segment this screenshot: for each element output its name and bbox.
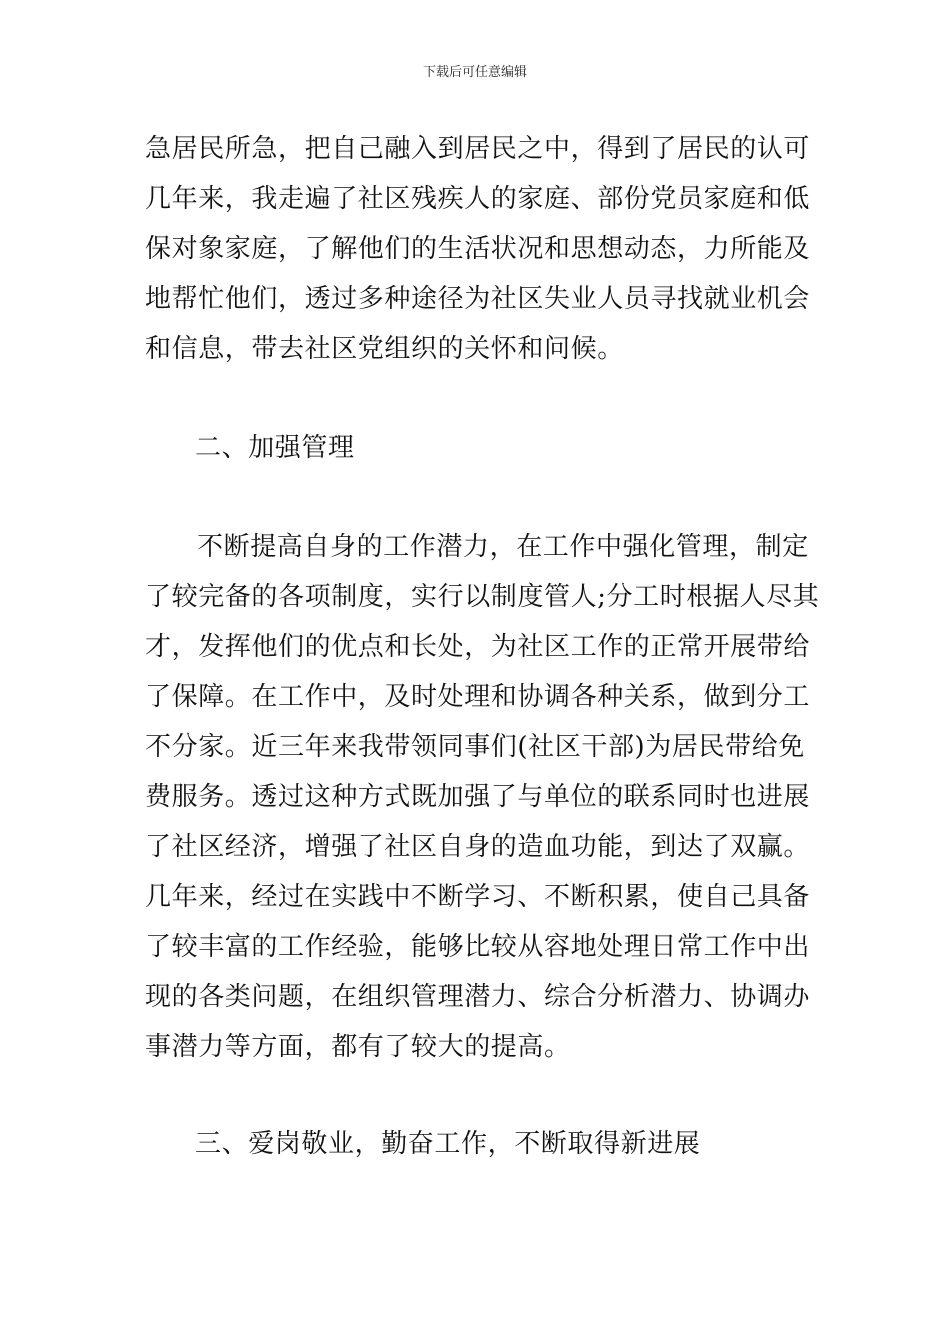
paragraph-line: 了较完备的各项制度，实行以制度管人;分工时根据人尽其 [145,582,820,612]
paragraph-line: 保对象家庭，了解他们的生活状况和思想动态，力所能及 [145,234,811,264]
paragraph-line: 不断提高自身的工作潜力，在工作中强化管理，制定 [197,532,809,562]
paragraph-line: 现的各类问题，在组织管理潜力、综合分析潜力、协调办 [145,982,811,1012]
page-header-note: 下载后可任意编辑 [422,65,527,80]
paragraph-line: 几年来，我走遍了社区残疾人的家庭、部份党员家庭和低 [145,184,811,214]
section-heading-3: 三、爱岗敬业，勤奋工作，不断取得新进展 [195,1129,701,1159]
paragraph-line: 了社区经济，增强了社区自身的造血功能，到达了双赢。 [145,832,811,862]
paragraph-line: 几年来，经过在实践中不断学习、不断积累，使自己具备 [145,882,811,912]
paragraph-line: 地帮忙他们，透过多种途径为社区失业人员寻找就业机会 [145,284,811,314]
paragraph-line: 才，发挥他们的优点和长处，为社区工作的正常开展带给 [145,632,811,662]
paragraph-line: 了保障。在工作中，及时处理和协调各种关系，做到分工 [145,682,811,712]
paragraph-line: 和信息，带去社区党组织的关怀和问候。 [145,334,624,364]
paragraph-line: 急居民所急，把自己融入到居民之中，得到了居民的认可 [145,134,811,164]
paragraph-line: 不分家。近三年来我带领同事们(社区干部)为居民带给免 [145,732,805,762]
paragraph-2 [145,522,820,1072]
paragraph-line: 了较丰富的工作经验，能够比较从容地处理日常工作中出 [145,932,811,962]
paragraph-line: 事潜力等方面，都有了较大的提高。 [145,1032,571,1062]
section-heading-2: 二、加强管理 [195,433,355,463]
paragraph-line: 费服务。透过这种方式既加强了与单位的联系同时也进展 [145,782,811,812]
paragraph-1 [145,124,815,374]
